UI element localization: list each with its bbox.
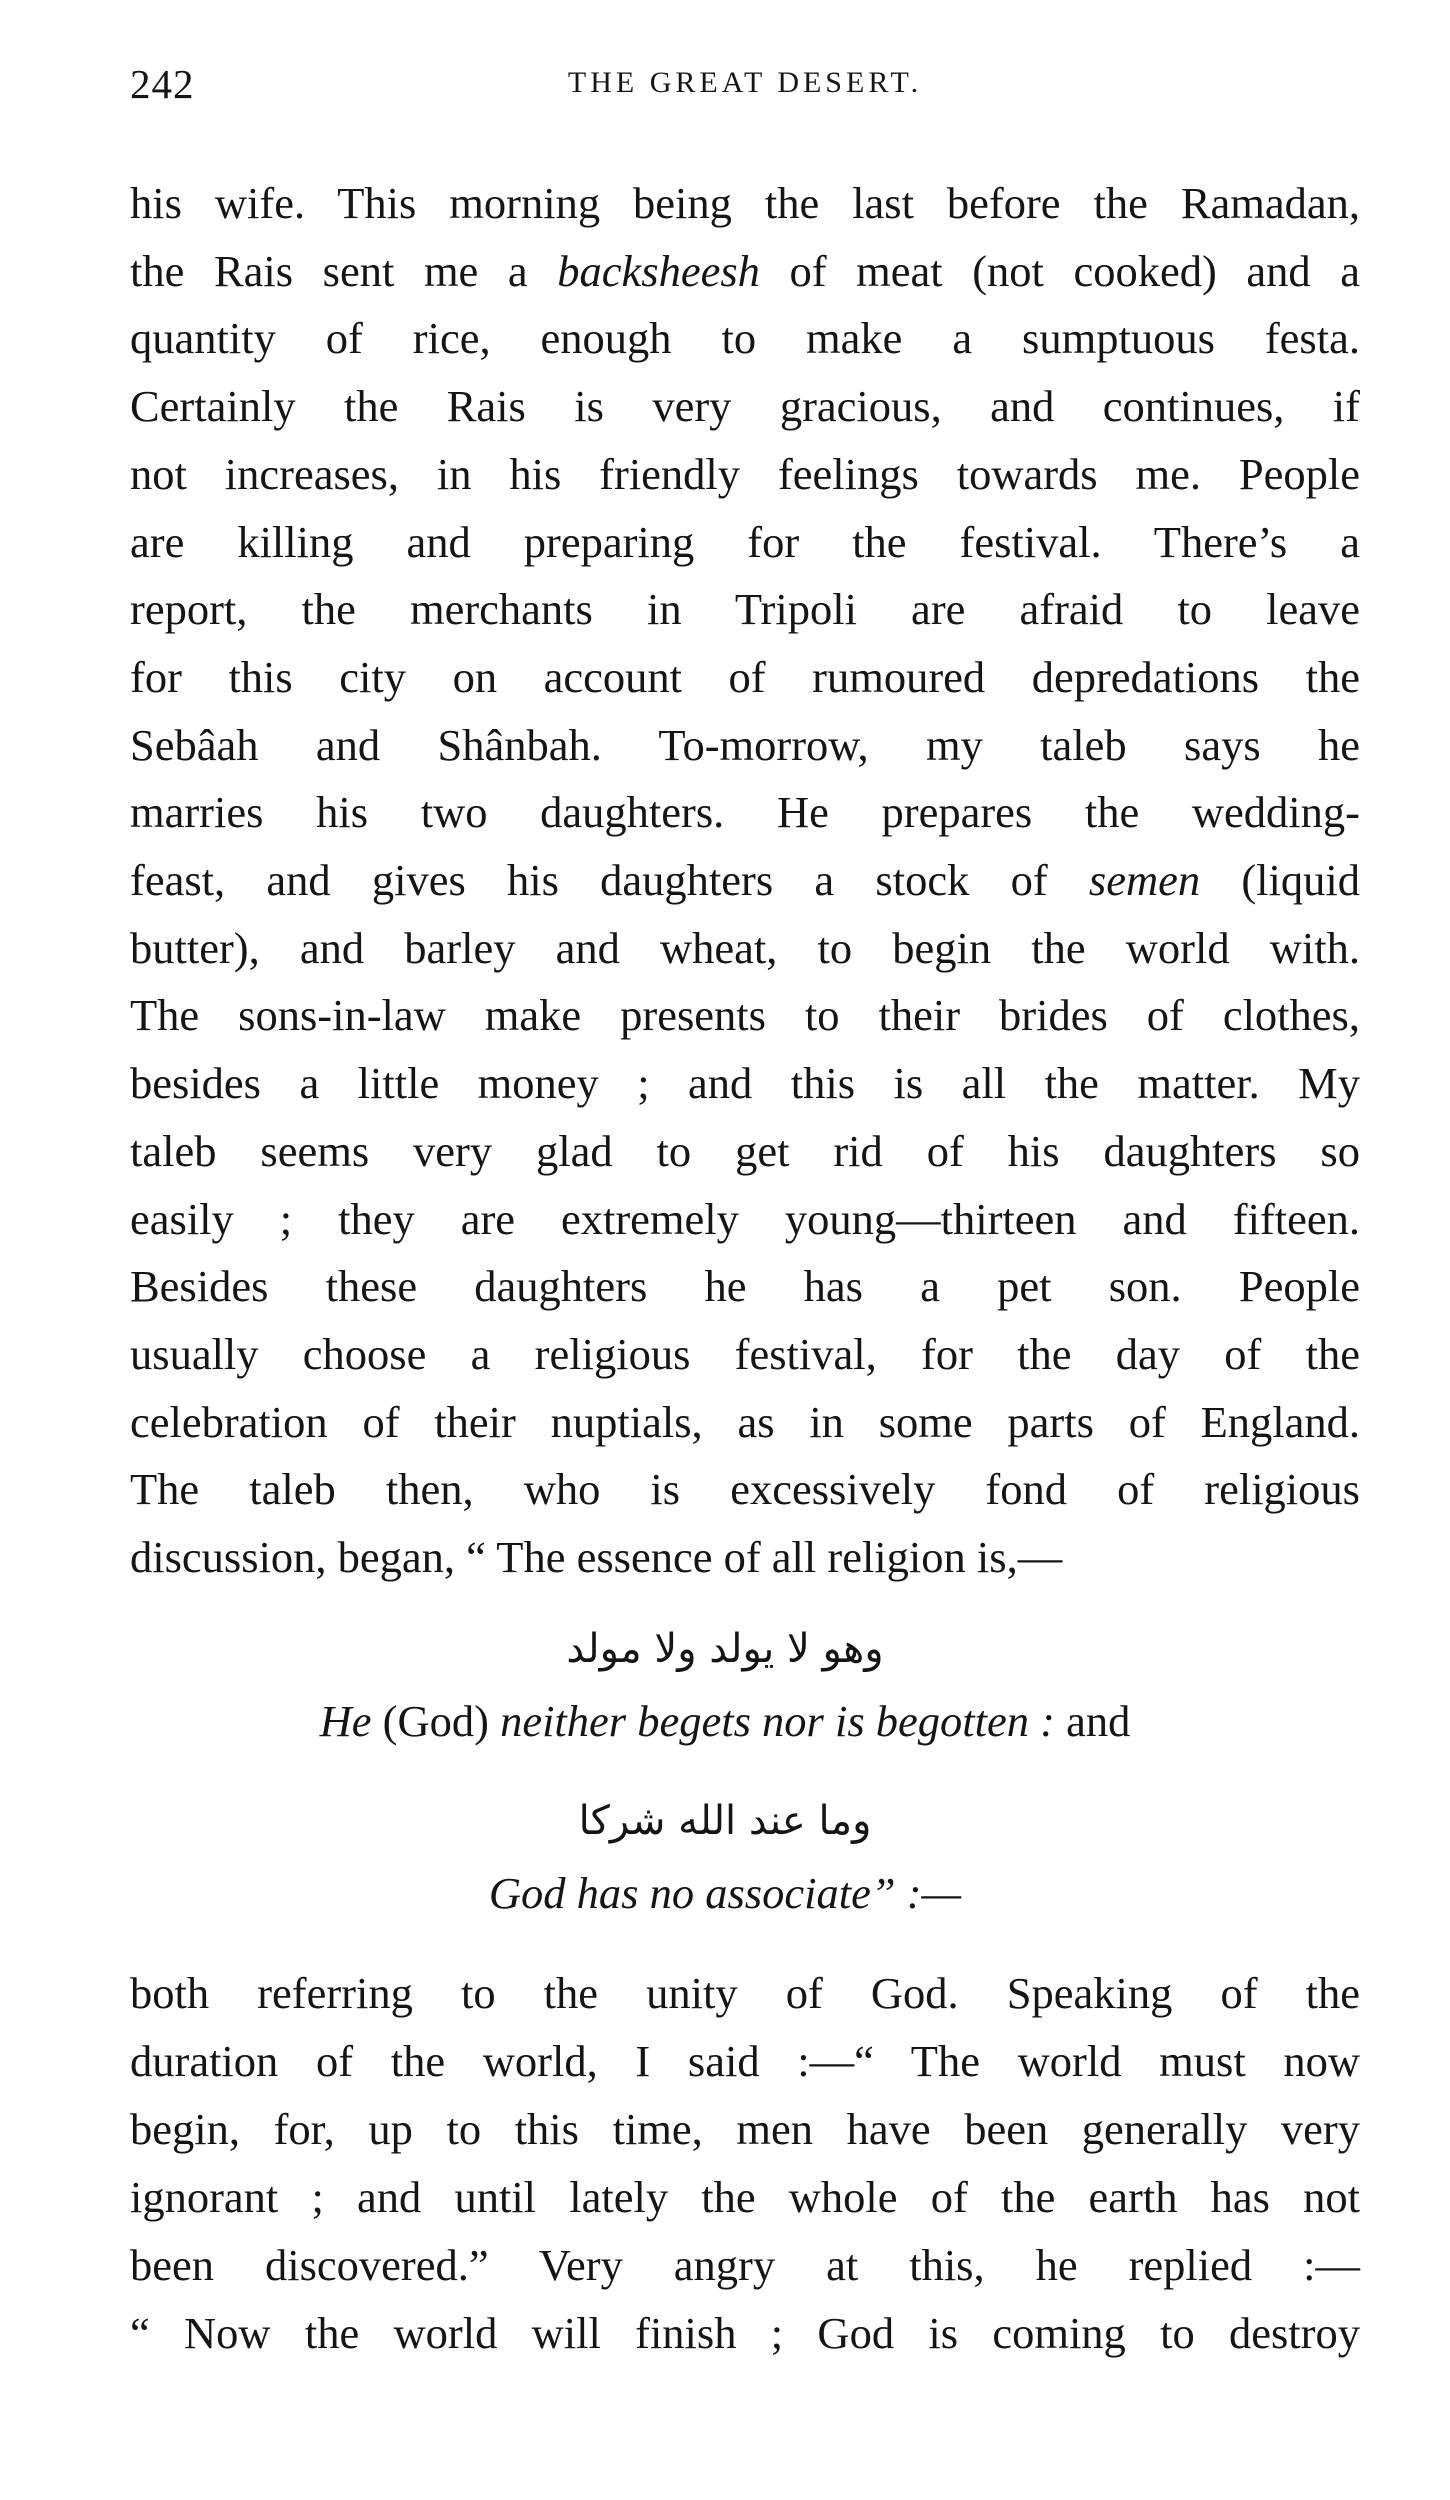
line-text: are killing and preparing for the festival. There’s a [130,516,1360,567]
running-head: THE GREAT DESERT. [567,66,923,99]
text-line [130,1458,1360,1520]
text-line [130,781,1360,843]
quote-translation-1-b: (God) [371,1696,501,1746]
line-text: butter), and barley and wheat, to begin the world with. [130,922,1360,973]
text-line [130,917,1360,979]
text-line [130,714,1360,776]
text-line [130,307,1360,369]
page-header [130,60,1360,120]
line-text: of meat (not cooked) and a [759,245,1360,296]
text-line: “ Now the world will finish ; God is coming to destroy [130,2308,1360,2358]
line-text: besides a little money ; and this is all the matter. My [130,1058,1360,1109]
text-line [130,240,1360,302]
text-line [130,849,1360,911]
line-text: easily ; they are extremely young—thirteen and fifteen. [130,1193,1360,1244]
text-line: both referring to the unity of God. Speaking of the [130,1968,1360,2018]
quote-translation-2-text: God has no associate” :— [488,1868,962,1918]
line-text: Besides these daughters he has a pet son. People [130,1261,1360,1312]
text-line [130,1188,1360,1250]
text-line: been discovered.” Very angry at this, he replied :— [130,2240,1360,2290]
italic-term: backsheesh [557,245,760,296]
line-text: feast, and gives his daughters a stock of [130,855,1089,905]
text-line [130,578,1360,640]
quote-translation-1-a: He [319,1696,372,1746]
italic-term: semen [1088,855,1201,905]
text-line [130,1526,1360,1588]
text-line [130,511,1360,573]
text-line [130,984,1360,1046]
text-line [130,1120,1360,1182]
line-text: celebration of their nuptials, as in some parts of England. [130,1396,1360,1447]
line-text: the Rais sent me a [130,245,558,296]
arabic-quote-1: وهو لا يولد ولا مولد [566,1626,884,1672]
quote-translation-1 [0,1690,1450,1752]
line-text: report, the merchants in Tripoli are afraid to leave [130,584,1360,635]
line-text: usually choose a religious festival, for the day of the [130,1328,1360,1379]
text-line [130,646,1360,708]
line-text: Certainly the Rais is very gracious, and continues, if [130,381,1360,432]
text-line [130,443,1360,505]
line-text: The sons-in-law make presents to their brides of clothes, [130,990,1360,1041]
line-text: Sebâah and Shânbah. To-morrow, my taleb says he [130,719,1360,770]
line-text: discussion, began, “ The essence of all religion is,— [130,1532,1063,1582]
line-text: quantity of rice, enough to make a sumptuous festa. [130,313,1360,364]
text-line: begin, for, up to this time, men have been generally very [130,2104,1360,2154]
line-text: not increases, in his friendly feelings towards me. People [130,448,1360,499]
line-text: taleb seems very glad to get rid of his daughters so [130,1125,1360,1176]
text-line [130,172,1360,234]
page-number: 242 [130,61,195,107]
line-text: (liquid [1200,855,1360,905]
text-line [130,1323,1360,1385]
text-line: duration of the world, I said :—“ The world must now [130,2036,1360,2086]
line-text: marries his two daughters. He prepares the wedding- [130,787,1360,838]
text-line [130,375,1360,437]
line-text: for this city on account of rumoured depredations the [130,651,1360,702]
text-line: ignorant ; and until lately the whole of the earth has not [130,2172,1360,2222]
line-text: his wife. This morning being the last before the Ramadan, [130,178,1360,228]
text-line [130,1255,1360,1317]
quote-translation-2 [0,1862,1450,1924]
line-text: The taleb then, who is excessively fond of religious [130,1464,1360,1515]
quote-translation-1-d: and [1054,1696,1131,1746]
text-line [130,1391,1360,1453]
text-line [130,1052,1360,1114]
quote-translation-1-c: neither begets nor is begotten : [500,1696,1055,1746]
arabic-quote-2: وما عند الله شركا [578,1798,872,1844]
